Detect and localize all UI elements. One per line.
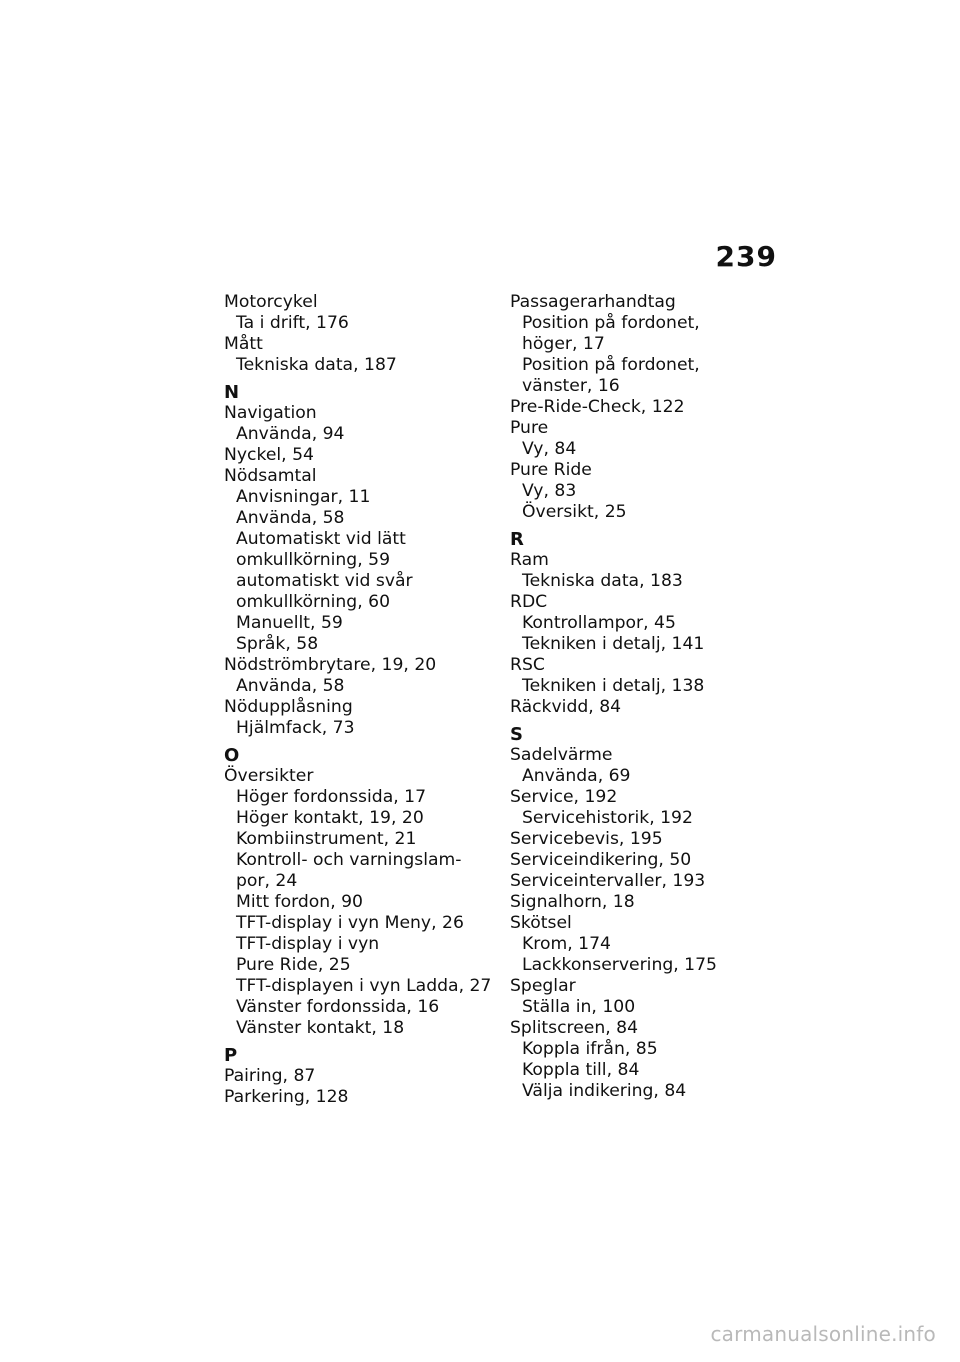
index-subentry: Använda, 58 xyxy=(236,508,345,528)
index-entry: Nödsamtal xyxy=(224,466,317,486)
index-entry: Mått xyxy=(224,334,263,354)
index-subentry: Vy, 83 xyxy=(522,481,577,501)
index-subentry: omkullkörning, 59 xyxy=(236,550,391,570)
index-entry: Räckvidd, 84 xyxy=(510,697,622,717)
index-section-letter: O xyxy=(224,745,240,766)
index-subentry: por, 24 xyxy=(236,871,298,891)
index-subentry: Anvisningar, 11 xyxy=(236,487,371,507)
index-subentry: Kontrollampor, 45 xyxy=(522,613,676,633)
index-entry: Ram xyxy=(510,550,549,570)
index-subentry: Krom, 174 xyxy=(522,934,611,954)
index-entry: Signalhorn, 18 xyxy=(510,892,635,912)
index-column-right xyxy=(510,292,770,1102)
index-subentry: Använda, 94 xyxy=(236,424,345,444)
index-subentry: Vänster fordonssida, 16 xyxy=(236,997,440,1017)
index-section-letter: P xyxy=(224,1045,238,1066)
page-number: 239 xyxy=(715,240,777,273)
index-entry: Nyckel, 54 xyxy=(224,445,314,465)
index-subentry: Tekniken i detalj, 138 xyxy=(522,676,705,696)
index-subentry: Hjälmfack, 73 xyxy=(236,718,355,738)
index-subentry: Tekniska data, 187 xyxy=(236,355,397,375)
index-entry: Nödupplåsning xyxy=(224,697,353,717)
index-subentry: Höger kontakt, 19, 20 xyxy=(236,808,424,828)
index-subentry: Välja indikering, 84 xyxy=(522,1081,687,1101)
index-subentry: Position på fordonet, xyxy=(522,313,700,333)
index-entry: Pairing, 87 xyxy=(224,1066,316,1086)
index-entry: RSC xyxy=(510,655,545,675)
index-section-letter: N xyxy=(224,382,240,403)
index-subentry: Tekniken i detalj, 141 xyxy=(522,634,705,654)
index-entry: Översikter xyxy=(224,766,314,786)
index-subentry: Vy, 84 xyxy=(522,439,577,459)
index-entry: Parkering, 128 xyxy=(224,1087,349,1107)
index-entry: Servicebevis, 195 xyxy=(510,829,663,849)
index-subentry: Ställa in, 100 xyxy=(522,997,636,1017)
index-subentry: Lackkonservering, 175 xyxy=(522,955,717,975)
index-entry: Navigation xyxy=(224,403,317,423)
index-subentry: vänster, 16 xyxy=(522,376,620,396)
index-subentry: Mitt fordon, 90 xyxy=(236,892,363,912)
index-subentry: Översikt, 25 xyxy=(522,502,627,522)
index-subentry: Använda, 58 xyxy=(236,676,345,696)
index-subentry: TFT-display i vyn Meny, 26 xyxy=(236,913,464,933)
index-entry: Pure Ride xyxy=(510,460,592,480)
index-entry: RDC xyxy=(510,592,548,612)
index-entry: Motorcykel xyxy=(224,292,318,312)
index-entry: Passagerarhandtag xyxy=(510,292,676,312)
index-subentry: Servicehistorik, 192 xyxy=(522,808,693,828)
index-entry: Serviceindikering, 50 xyxy=(510,850,692,870)
index-entry: Nödströmbrytare, 19, 20 xyxy=(224,655,437,675)
index-section-letter: R xyxy=(510,529,524,550)
index-section-letter: S xyxy=(510,724,523,745)
index-entry: Pre-Ride-Check, 122 xyxy=(510,397,685,417)
index-subentry: Koppla till, 84 xyxy=(522,1060,640,1080)
index-subentry: höger, 17 xyxy=(522,334,605,354)
index-subentry: Tekniska data, 183 xyxy=(522,571,683,591)
index-entry: Skötsel xyxy=(510,913,572,933)
index-subentry: automatiskt vid svår xyxy=(236,571,413,591)
index-entry: Speglar xyxy=(510,976,576,996)
index-subentry: Position på fordonet, xyxy=(522,355,700,375)
index-subentry: TFT-display i vyn xyxy=(236,934,380,954)
index-subentry: omkullkörning, 60 xyxy=(236,592,391,612)
index-column-left xyxy=(224,292,504,1108)
index-entry: Sadelvärme xyxy=(510,745,613,765)
index-subentry: Koppla ifrån, 85 xyxy=(522,1039,658,1059)
index-subentry: Manuellt, 59 xyxy=(236,613,343,633)
index-entry: Service, 192 xyxy=(510,787,618,807)
index-subentry: TFT-displayen i vyn Ladda, 27 xyxy=(236,976,492,996)
index-subentry: Automatiskt vid lätt xyxy=(236,529,406,549)
index-entry: Splitscreen, 84 xyxy=(510,1018,639,1038)
index-subentry: Kombiinstrument, 21 xyxy=(236,829,417,849)
watermark: carmanualsonline.info xyxy=(710,1322,936,1346)
index-entry: Pure xyxy=(510,418,549,438)
index-subentry: Kontroll- och varningslam- xyxy=(236,850,462,870)
index-subentry: Höger fordonssida, 17 xyxy=(236,787,427,807)
index-subentry: Vänster kontakt, 18 xyxy=(236,1018,405,1038)
index-subentry: Ta i drift, 176 xyxy=(236,313,349,333)
index-subentry: Pure Ride, 25 xyxy=(236,955,351,975)
index-entry: Serviceintervaller, 193 xyxy=(510,871,706,891)
index-subentry: Språk, 58 xyxy=(236,634,319,654)
index-subentry: Använda, 69 xyxy=(522,766,631,786)
